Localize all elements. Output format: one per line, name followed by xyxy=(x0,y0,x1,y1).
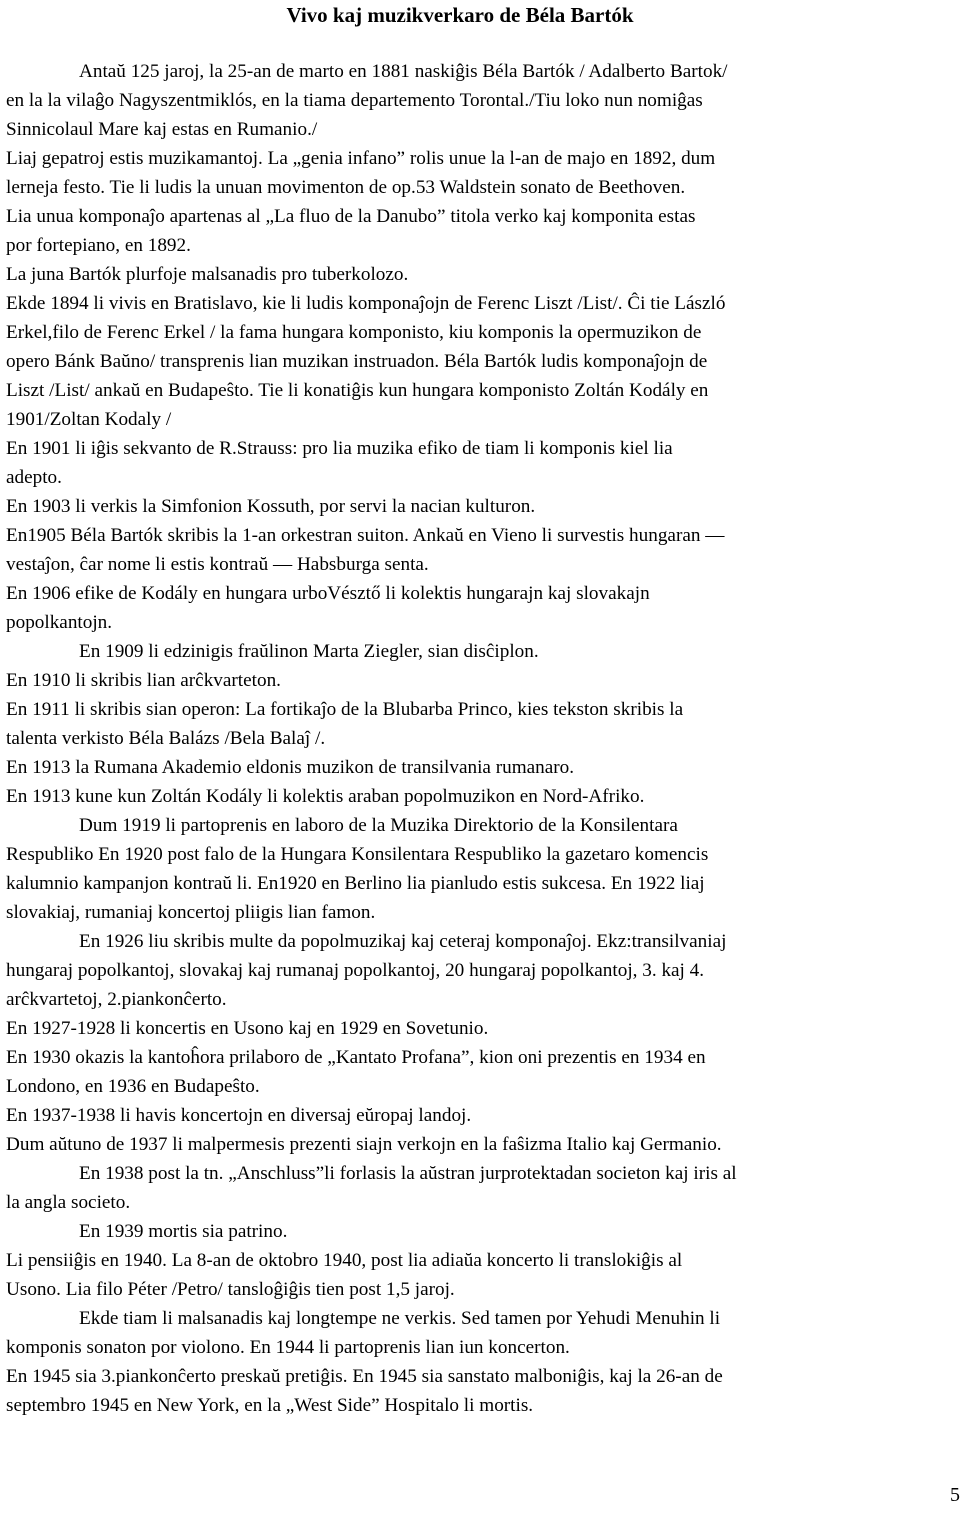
text-line: Sinnicolaul Mare kaj estas en Rumanio./ xyxy=(6,119,318,140)
text-line: En 1909 li edzinigis fraŭlinon Marta Ziegler, sian disĉiplon. xyxy=(79,641,539,662)
text-line: en la la vilaĝo Nagyszentmiklós, en la tiama departemento Torontal./Tiu loko nun nomiĝas xyxy=(6,90,703,111)
text-line: 1901/Zoltan Kodaly / xyxy=(6,409,172,430)
text-line: Usono. Lia filo Péter /Petro/ tansloĝiĝis tien post 1,5 jaroj. xyxy=(6,1279,455,1300)
text-line: En 1926 liu skribis multe da popolmuzikaj kaj ceteraj komponaĵoj. Ekz:transilvaniaj xyxy=(79,931,727,952)
text-line: Ekde tiam li malsanadis kaj longtempe ne verkis. Sed tamen por Yehudi Menuhin li xyxy=(79,1308,721,1329)
text-line: Liaj gepatroj estis muzikamantoj. La „genia infano” rolis unue la l-an de majo en 1892, dum xyxy=(6,148,716,169)
text-line: La juna Bartók plurfoje malsanadis pro tuberkolozo. xyxy=(6,264,409,285)
text-line: Londono, en 1936 en Budapeŝto. xyxy=(6,1076,260,1097)
text-line: la angla societo. xyxy=(6,1192,131,1213)
text-line: opero Bánk Baŭno/ transprenis lian muzikan instruadon. Béla Bartók ludis komponaĵojn de xyxy=(6,351,708,372)
text-line: septembro 1945 en New York, en la „West Side” Hospitalo li mortis. xyxy=(6,1395,534,1416)
text-line: por fortepiano, en 1892. xyxy=(6,235,191,256)
text-line: En 1939 mortis sia patrino. xyxy=(79,1221,288,1242)
text-line: En 1913 kune kun Zoltán Kodály li kolektis araban popolmuzikon en Nord-Afriko. xyxy=(6,786,645,807)
text-line: Lia unua komponaĵo apartenas al „La fluo de la Danubo” titola verko kaj komponita estas xyxy=(6,206,696,227)
text-line: En 1938 post la tn. „Anschluss”li forlasis la aŭstran jurprotektadan societon kaj iris al xyxy=(79,1163,737,1184)
text-line: En1905 Béla Bartók skribis la 1-an orkestran suiton. Ankaŭ en Vieno li survestis hungaran ― xyxy=(6,525,725,546)
text-line: En 1930 okazis la kantoĥora prilaboro de „Kantato Profana”, kion oni prezentis en 1934 en xyxy=(6,1047,706,1068)
text-line: En 1911 li skribis sian operon: La fortikaĵo de la Blubarba Princo, kies tekston skribis la xyxy=(6,699,684,720)
text-line: talenta verkisto Béla Balázs /Bela Balaĵ /. xyxy=(6,728,326,749)
text-line: lerneja festo. Tie li ludis la unuan movimenton de op.53 Waldstein sonato de Beethoven. xyxy=(6,177,686,198)
text-line: adepto. xyxy=(6,467,62,488)
text-line: popolkantojn. xyxy=(6,612,113,633)
text-line: vestaĵon, ĉar nome li estis kontraŭ ― Habsburga senta. xyxy=(6,554,429,575)
text-line: Ekde 1894 li vivis en Bratislavo, kie li ludis komponaĵojn de Ferenc Liszt /List/. Ĉi tie László xyxy=(6,293,726,314)
text-line: komponis sonaton por violono. En 1944 li partoprenis lian iun koncerton. xyxy=(6,1337,570,1358)
text-line: Li pensiiĝis en 1940. La 8-an de oktobro 1940, post lia adiaŭa koncerto li translokiĝis al xyxy=(6,1250,683,1271)
document-title: Vivo kaj muzikverkaro de Béla Bartók xyxy=(286,3,634,27)
text-line: En 1901 li iĝis sekvanto de R.Strauss: pro lia muzika efiko de tiam li komponis kiel lia xyxy=(6,438,673,459)
text-line: kalumnio kampanjon kontraŭ li. En1920 en Berlino lia pianludo estis sukcesa. En 1922 liaj xyxy=(6,873,705,894)
document-body xyxy=(6,57,952,1420)
text-line: En 1927-1928 li koncertis en Usono kaj en 1929 en Sovetunio. xyxy=(6,1018,489,1039)
text-line: En 1937-1938 li havis koncertojn en diversaj eŭropaj landoj. xyxy=(6,1105,472,1126)
page-number: 5 xyxy=(950,1484,960,1506)
text-line: Respubliko En 1920 post falo de la Hungara Konsilentara Respubliko la gazetaro komencis xyxy=(6,844,709,865)
text-line: En 1913 la Rumana Akademio eldonis muzikon de transilvania rumanaro. xyxy=(6,757,575,778)
text-line: Dum 1919 li partoprenis en laboro de la Muzika Direktorio de la Konsilentara xyxy=(79,815,678,836)
text-line: Dum aŭtuno de 1937 li malpermesis prezenti siajn verkojn en la faŝizma Italio kaj Germanio. xyxy=(6,1134,722,1155)
text-line: En 1903 li verkis la Simfonion Kossuth, por servi la nacian kulturon. xyxy=(6,496,536,517)
text-line: En 1945 sia 3.piankonĉerto preskaŭ pretiĝis. En 1945 sia sanstato malboniĝis, kaj la 26-an de xyxy=(6,1366,723,1387)
text-line: Liszt /List/ ankaŭ en Budapeŝto. Tie li konatiĝis kun hungara komponisto Zoltán Kodály en xyxy=(6,380,709,401)
text-line: En 1906 efike de Kodály en hungara urboVésztő li kolektis hungarajn kaj slovakajn xyxy=(6,583,650,604)
text-line: slovakiaj, rumaniaj koncertoj pliigis lian famon. xyxy=(6,902,376,923)
text-line: Antaŭ 125 jaroj, la 25-an de marto en 1881 naskiĝis Béla Bartók / Adalberto Bartok/ xyxy=(79,61,728,82)
text-line: arĉkvartetoj, 2.piankonĉerto. xyxy=(6,989,227,1010)
text-line: En 1910 li skribis lian arĉkvarteton. xyxy=(6,670,281,691)
text-line: hungaraj popolkantoj, slovakaj kaj rumanaj popolkantoj, 20 hungaraj popolkantoj, 3. kaj 4. xyxy=(6,960,705,981)
text-line: Erkel,filo de Ferenc Erkel / la fama hungara komponisto, kiu komponis la opermuzikon de xyxy=(6,322,702,343)
